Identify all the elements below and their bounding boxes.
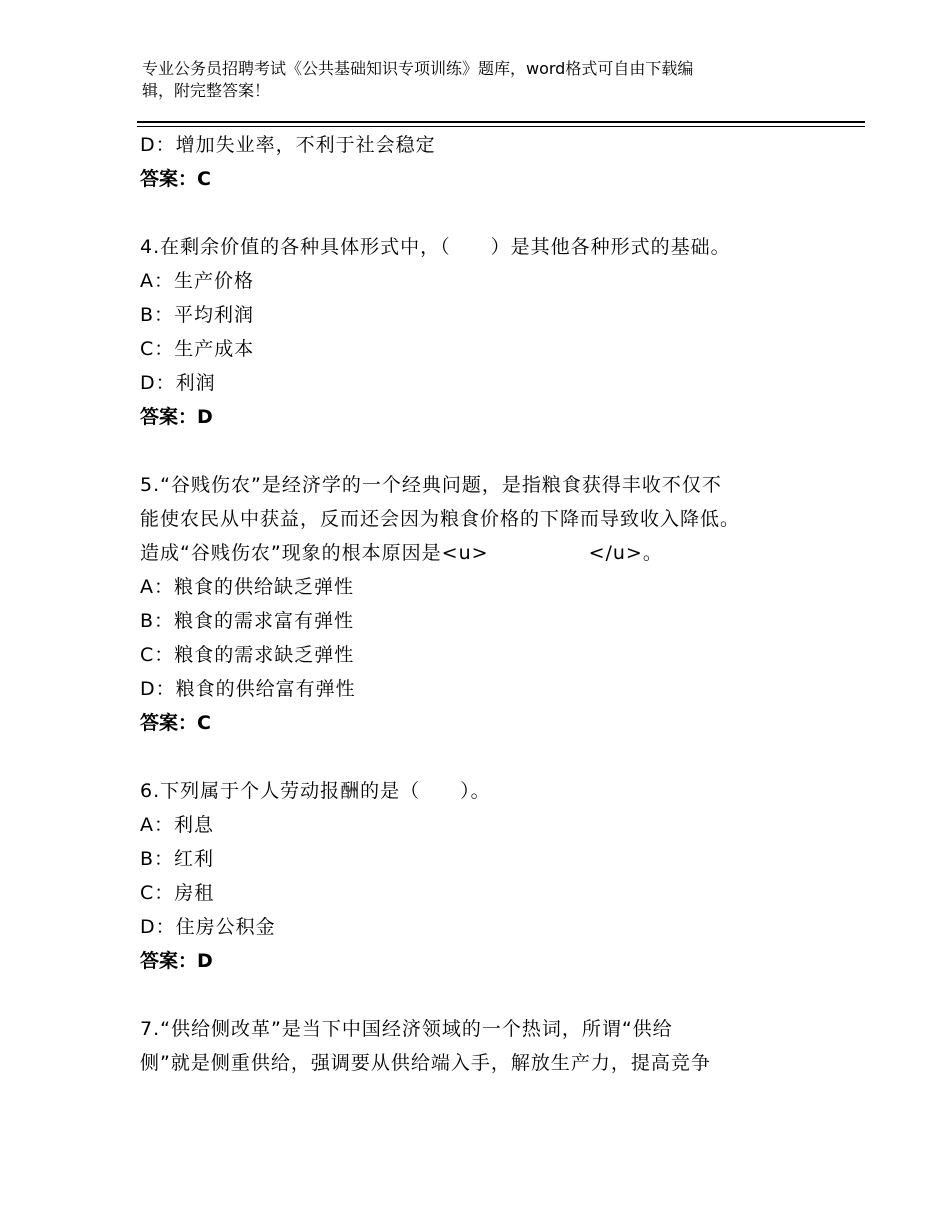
- q5-stem-line-1: 5.“谷贱伤农”是经济学的一个经典问题，是指粮食获得丰收不仅不: [140, 474, 722, 496]
- q4-option-d: D：利润: [140, 372, 216, 394]
- q5-stem-line-3: 造成“谷贱伤农”现象的根本原因是<u> </u>。: [140, 542, 663, 564]
- spacer: [140, 978, 820, 1012]
- q5-option-b: B：粮食的需求富有弹性: [140, 610, 355, 632]
- q6-option-c: C：房租: [140, 882, 215, 904]
- q3-option-d: D：增加失业率，不利于社会稳定: [140, 134, 436, 156]
- header-rule-thin: [137, 126, 865, 127]
- question-content: [140, 128, 820, 1080]
- q4-stem: 4.在剩余价值的各种具体形式中，（ ）是其他各种形式的基础。: [140, 236, 731, 258]
- q5-stem-line-2: 能使农民从中获益，反而还会因为粮食价格的下降而导致收入降低。: [140, 508, 741, 530]
- header-rule-thick: [137, 121, 865, 123]
- q6-option-a: A：利息: [140, 814, 214, 836]
- q7-stem-line-1: 7.“供给侧改革”是当下中国经济领域的一个热词，所谓“供给: [140, 1018, 673, 1040]
- q3-answer: 答案：C: [140, 168, 211, 190]
- spacer: [140, 740, 820, 774]
- q5-option-c: C：粮食的需求缺乏弹性: [140, 644, 355, 666]
- spacer: [140, 196, 820, 230]
- page-header: [142, 58, 802, 102]
- q7-stem-line-2: 侧”就是侧重供给，强调要从供给端入手，解放生产力，提高竞争: [140, 1052, 711, 1074]
- q6-option-b: B：红利: [140, 848, 215, 870]
- q6-answer: 答案：D: [140, 950, 213, 972]
- q4-option-b: B：平均利润: [140, 304, 255, 326]
- q4-option-a: A：生产价格: [140, 270, 254, 292]
- q5-answer: 答案：C: [140, 712, 211, 734]
- q4-option-c: C：生产成本: [140, 338, 255, 360]
- q6-option-d: D：住房公积金: [140, 916, 276, 938]
- header-line-2: 辑，附完整答案！: [142, 81, 271, 100]
- q4-answer: 答案：D: [140, 406, 213, 428]
- q6-stem: 6.下列属于个人劳动报酬的是（ ）。: [140, 780, 491, 802]
- q5-option-a: A：粮食的供给缺乏弹性: [140, 576, 354, 598]
- header-line-1: 专业公务员招聘考试《公共基础知识专项训练》题库，word格式可自由下载编: [142, 59, 694, 78]
- spacer: [140, 434, 820, 468]
- q5-option-d: D：粮食的供给富有弹性: [140, 678, 356, 700]
